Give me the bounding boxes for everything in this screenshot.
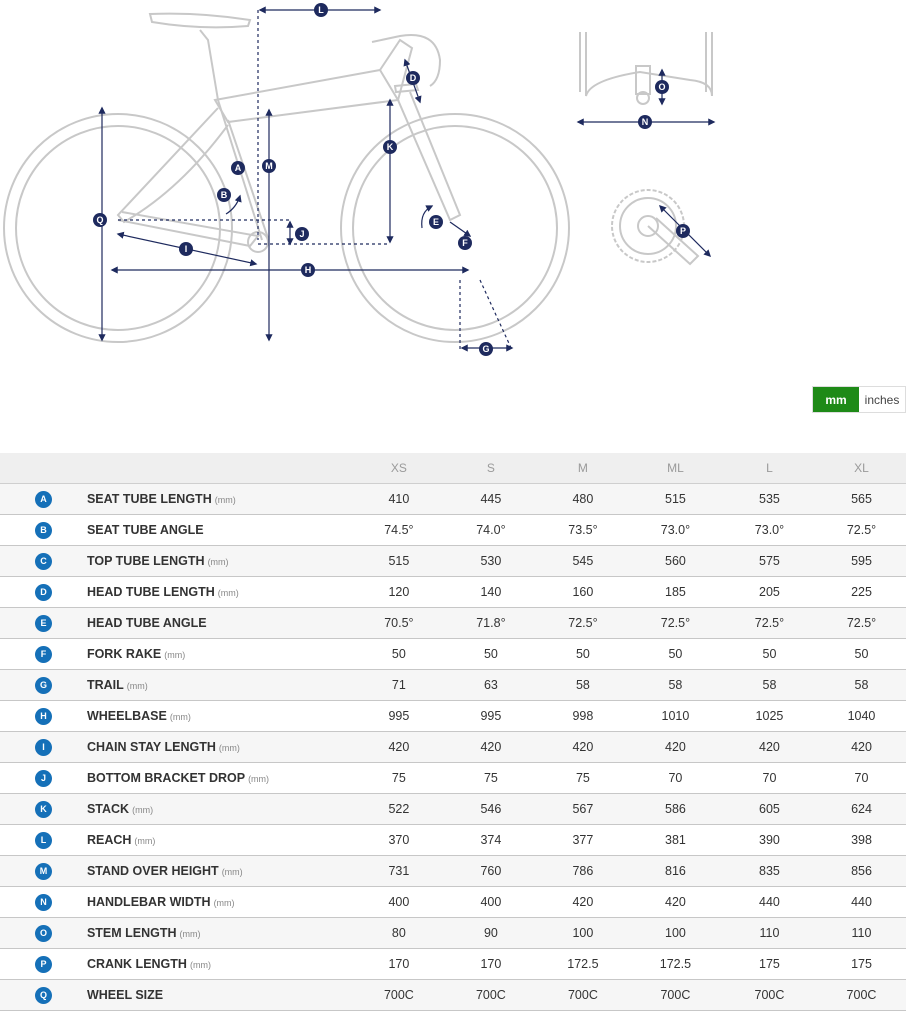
row-label-cell	[87, 732, 353, 763]
table-row	[0, 670, 906, 701]
row-letter-badge: M	[35, 863, 52, 880]
row-label: REACH	[86, 833, 132, 847]
table-row	[0, 515, 906, 546]
row-label-cell	[87, 639, 353, 670]
table-cell: 70	[629, 763, 722, 794]
dimension-labels	[93, 3, 690, 356]
table-cell: 567	[537, 794, 629, 825]
table-cell: 560	[629, 546, 722, 577]
table-cell: 170	[353, 949, 445, 980]
row-label-cell	[87, 546, 353, 577]
svg-text:M: M	[265, 161, 273, 171]
table-cell: 110	[817, 918, 906, 949]
table-cell: 420	[445, 732, 537, 763]
table-row	[0, 887, 906, 918]
table-cell: 530	[445, 546, 537, 577]
table-row	[0, 639, 906, 670]
table-cell: 998	[537, 701, 629, 732]
table-cell: 700C	[817, 980, 906, 1011]
table-cell: 700C	[353, 980, 445, 1011]
row-label: CHAIN STAY LENGTH	[86, 740, 216, 754]
table-cell: 73.0°	[722, 515, 817, 546]
table-cell: 420	[817, 732, 906, 763]
table-row	[0, 825, 906, 856]
row-letter-badge: F	[35, 646, 52, 663]
size-header-row	[0, 453, 906, 484]
table-cell: 700C	[445, 980, 537, 1011]
table-cell: 700C	[629, 980, 722, 1011]
row-letter-badge: K	[35, 801, 52, 818]
table-row	[0, 577, 906, 608]
table-row	[0, 794, 906, 825]
row-unit: (mm)	[221, 867, 243, 877]
table-cell: 75	[537, 763, 629, 794]
row-letter-badge: O	[35, 925, 52, 942]
table-cell: 400	[353, 887, 445, 918]
table-cell: 172.5	[537, 949, 629, 980]
row-label: STACK	[86, 802, 130, 816]
table-cell: 786	[537, 856, 629, 887]
row-label: STEM LENGTH	[86, 926, 177, 940]
table-cell: 110	[722, 918, 817, 949]
table-cell: 50	[629, 639, 722, 670]
table-row	[0, 484, 906, 515]
dimension-lines	[102, 10, 512, 350]
table-cell: 760	[445, 856, 537, 887]
size-header: L	[722, 453, 817, 484]
row-unit: (mm)	[217, 588, 239, 598]
row-letter-badge: D	[35, 584, 52, 601]
table-cell: 624	[817, 794, 906, 825]
table-cell: 370	[353, 825, 445, 856]
table-cell: 160	[537, 577, 629, 608]
diagram-label-j	[295, 227, 309, 241]
diagram-label-e	[429, 215, 443, 229]
rear-wheel	[4, 114, 232, 342]
row-letter-badge: L	[35, 832, 52, 849]
geometry-table-body	[0, 484, 906, 1011]
row-label-cell	[87, 794, 353, 825]
diagram-label-k	[383, 140, 397, 154]
table-cell: 995	[353, 701, 445, 732]
diagram-label-a	[231, 161, 245, 175]
svg-text:E: E	[432, 217, 440, 227]
table-cell: 70	[722, 763, 817, 794]
size-header: M	[537, 453, 629, 484]
table-cell: 420	[353, 732, 445, 763]
table-cell: 700C	[722, 980, 817, 1011]
table-cell: 75	[353, 763, 445, 794]
bike-frame	[118, 14, 460, 252]
svg-text:L: L	[318, 5, 324, 15]
table-cell: 74.5°	[353, 515, 445, 546]
table-row	[0, 763, 906, 794]
table-row	[0, 732, 906, 763]
row-unit: (mm)	[164, 650, 186, 660]
table-cell: 50	[722, 639, 817, 670]
diagram-label-m	[262, 159, 276, 173]
table-cell: 605	[722, 794, 817, 825]
row-label: TRAIL	[86, 678, 124, 692]
svg-text:F: F	[462, 238, 468, 248]
row-letter-badge: E	[35, 615, 52, 632]
table-cell: 175	[722, 949, 817, 980]
table-cell: 1025	[722, 701, 817, 732]
row-letter-badge: Q	[35, 987, 52, 1004]
table-cell: 1040	[817, 701, 906, 732]
handlebar-dimension-lines	[578, 70, 714, 122]
table-cell: 377	[537, 825, 629, 856]
geometry-diagram	[0, 0, 906, 385]
table-cell: 71	[353, 670, 445, 701]
row-letter-badge: A	[35, 491, 52, 508]
svg-text:P: P	[679, 226, 687, 236]
handlebar-top-view	[580, 32, 712, 104]
size-header: S	[445, 453, 537, 484]
svg-text:D: D	[409, 73, 417, 83]
row-label: WHEEL SIZE	[86, 988, 164, 1002]
table-cell: 58	[537, 670, 629, 701]
table-cell: 50	[537, 639, 629, 670]
table-row	[0, 980, 906, 1011]
table-cell: 515	[353, 546, 445, 577]
row-label-cell	[87, 887, 353, 918]
row-label: SEAT TUBE ANGLE	[86, 523, 204, 537]
svg-text:N: N	[641, 117, 649, 127]
row-label-cell	[87, 701, 353, 732]
table-cell: 586	[629, 794, 722, 825]
table-cell: 381	[629, 825, 722, 856]
row-letter-badge: P	[35, 956, 52, 973]
table-cell: 120	[353, 577, 445, 608]
diagram-label-f	[458, 236, 472, 250]
table-row	[0, 949, 906, 980]
size-header: XS	[353, 453, 445, 484]
table-cell: 545	[537, 546, 629, 577]
row-label: HEAD TUBE LENGTH	[86, 585, 215, 599]
row-label: TOP TUBE LENGTH	[86, 554, 205, 568]
size-header: XL	[817, 453, 906, 484]
svg-text:Q: Q	[96, 215, 104, 225]
table-cell: 50	[445, 639, 537, 670]
unit-toggle	[812, 386, 906, 413]
diagram-label-n	[638, 115, 652, 129]
diagram-label-p	[676, 224, 690, 238]
row-letter-badge: G	[35, 677, 52, 694]
row-label: WHEELBASE	[86, 709, 167, 723]
table-cell: 50	[353, 639, 445, 670]
table-cell: 410	[353, 484, 445, 515]
row-unit: (mm)	[169, 712, 191, 722]
table-cell: 74.0°	[445, 515, 537, 546]
diagram-label-q	[93, 213, 107, 227]
row-letter-badge: N	[35, 894, 52, 911]
table-cell: 398	[817, 825, 906, 856]
row-unit: (mm)	[179, 929, 201, 939]
table-cell: 480	[537, 484, 629, 515]
row-letter-badge: H	[35, 708, 52, 725]
table-cell: 58	[629, 670, 722, 701]
table-cell: 1010	[629, 701, 722, 732]
row-unit: (mm)	[207, 557, 229, 567]
table-cell: 445	[445, 484, 537, 515]
table-cell: 400	[445, 887, 537, 918]
row-label: SEAT TUBE LENGTH	[86, 492, 212, 506]
table-cell: 172.5	[629, 949, 722, 980]
table-cell: 420	[629, 732, 722, 763]
table-cell: 70.5°	[353, 608, 445, 639]
table-cell: 170	[445, 949, 537, 980]
row-unit: (mm)	[213, 898, 235, 908]
diagram-label-h	[301, 263, 315, 277]
row-unit: (mm)	[248, 774, 270, 784]
row-label-cell	[87, 949, 353, 980]
row-unit: (mm)	[134, 836, 156, 846]
svg-text:K: K	[386, 142, 394, 152]
table-cell: 420	[537, 732, 629, 763]
row-label: BOTTOM BRACKET DROP	[86, 771, 246, 785]
table-cell: 374	[445, 825, 537, 856]
diagram-label-d	[406, 71, 420, 85]
svg-text:O: O	[658, 82, 666, 92]
table-cell: 995	[445, 701, 537, 732]
svg-text:B: B	[220, 190, 228, 200]
table-cell: 420	[537, 887, 629, 918]
table-cell: 140	[445, 577, 537, 608]
row-unit: (mm)	[126, 681, 148, 691]
table-cell: 175	[817, 949, 906, 980]
table-cell: 420	[722, 732, 817, 763]
table-cell: 816	[629, 856, 722, 887]
table-cell: 835	[722, 856, 817, 887]
table-row	[0, 701, 906, 732]
bike-geometry-illustration	[0, 0, 906, 385]
table-cell: 700C	[537, 980, 629, 1011]
table-cell: 63	[445, 670, 537, 701]
table-cell: 546	[445, 794, 537, 825]
row-label-cell	[87, 856, 353, 887]
row-unit: (mm)	[189, 960, 211, 970]
table-cell: 856	[817, 856, 906, 887]
table-cell: 73.5°	[537, 515, 629, 546]
row-label-cell	[87, 763, 353, 794]
row-label-cell	[87, 515, 353, 546]
row-letter-badge: B	[35, 522, 52, 539]
diagram-label-o	[655, 80, 669, 94]
row-label-cell	[87, 825, 353, 856]
diagram-label-g	[479, 342, 493, 356]
table-cell: 72.5°	[537, 608, 629, 639]
table-cell: 58	[817, 670, 906, 701]
table-cell: 565	[817, 484, 906, 515]
row-unit: (mm)	[132, 805, 154, 815]
row-label-cell	[87, 484, 353, 515]
table-cell: 73.0°	[629, 515, 722, 546]
table-cell: 731	[353, 856, 445, 887]
row-letter-badge: I	[35, 739, 52, 756]
table-cell: 535	[722, 484, 817, 515]
table-cell: 100	[629, 918, 722, 949]
unit-mm-button[interactable]: mm	[813, 387, 859, 412]
row-unit: (mm)	[218, 743, 240, 753]
unit-inches-button[interactable]: inches	[859, 387, 905, 412]
table-cell: 90	[445, 918, 537, 949]
row-label: HEAD TUBE ANGLE	[86, 616, 207, 630]
row-label: STAND OVER HEIGHT	[86, 864, 219, 878]
diagram-label-l	[314, 3, 328, 17]
table-cell: 575	[722, 546, 817, 577]
table-row	[0, 608, 906, 639]
table-cell: 185	[629, 577, 722, 608]
table-cell: 50	[817, 639, 906, 670]
table-cell: 72.5°	[629, 608, 722, 639]
row-label: HANDLEBAR WIDTH	[86, 895, 211, 909]
table-cell: 440	[722, 887, 817, 918]
table-cell: 72.5°	[722, 608, 817, 639]
table-row	[0, 546, 906, 577]
row-label-cell	[87, 670, 353, 701]
table-cell: 595	[817, 546, 906, 577]
row-label-cell	[87, 608, 353, 639]
row-letter-badge: J	[35, 770, 52, 787]
svg-text:H: H	[304, 265, 312, 275]
row-letter-badge: C	[35, 553, 52, 570]
table-cell: 72.5°	[817, 608, 906, 639]
table-cell: 522	[353, 794, 445, 825]
geometry-table	[0, 453, 906, 1011]
row-label: FORK RAKE	[86, 647, 162, 661]
table-cell: 71.8°	[445, 608, 537, 639]
diagram-label-b	[217, 188, 231, 202]
table-cell: 440	[817, 887, 906, 918]
table-cell: 58	[722, 670, 817, 701]
row-label-cell	[87, 577, 353, 608]
table-row	[0, 918, 906, 949]
size-header: ML	[629, 453, 722, 484]
table-cell: 70	[817, 763, 906, 794]
table-cell: 390	[722, 825, 817, 856]
diagram-label-i	[179, 242, 193, 256]
table-cell: 515	[629, 484, 722, 515]
row-label-cell	[87, 918, 353, 949]
table-row	[0, 856, 906, 887]
front-wheel	[341, 114, 569, 342]
table-cell: 205	[722, 577, 817, 608]
svg-text:J: J	[299, 229, 305, 239]
row-label: CRANK LENGTH	[86, 957, 187, 971]
row-label-cell	[87, 980, 353, 1011]
table-cell: 75	[445, 763, 537, 794]
table-cell: 420	[629, 887, 722, 918]
row-unit: (mm)	[214, 495, 236, 505]
svg-text:I: I	[184, 244, 188, 254]
table-cell: 225	[817, 577, 906, 608]
svg-text:A: A	[234, 163, 242, 173]
table-cell: 72.5°	[817, 515, 906, 546]
table-cell: 80	[353, 918, 445, 949]
table-cell: 100	[537, 918, 629, 949]
svg-text:G: G	[482, 344, 490, 354]
